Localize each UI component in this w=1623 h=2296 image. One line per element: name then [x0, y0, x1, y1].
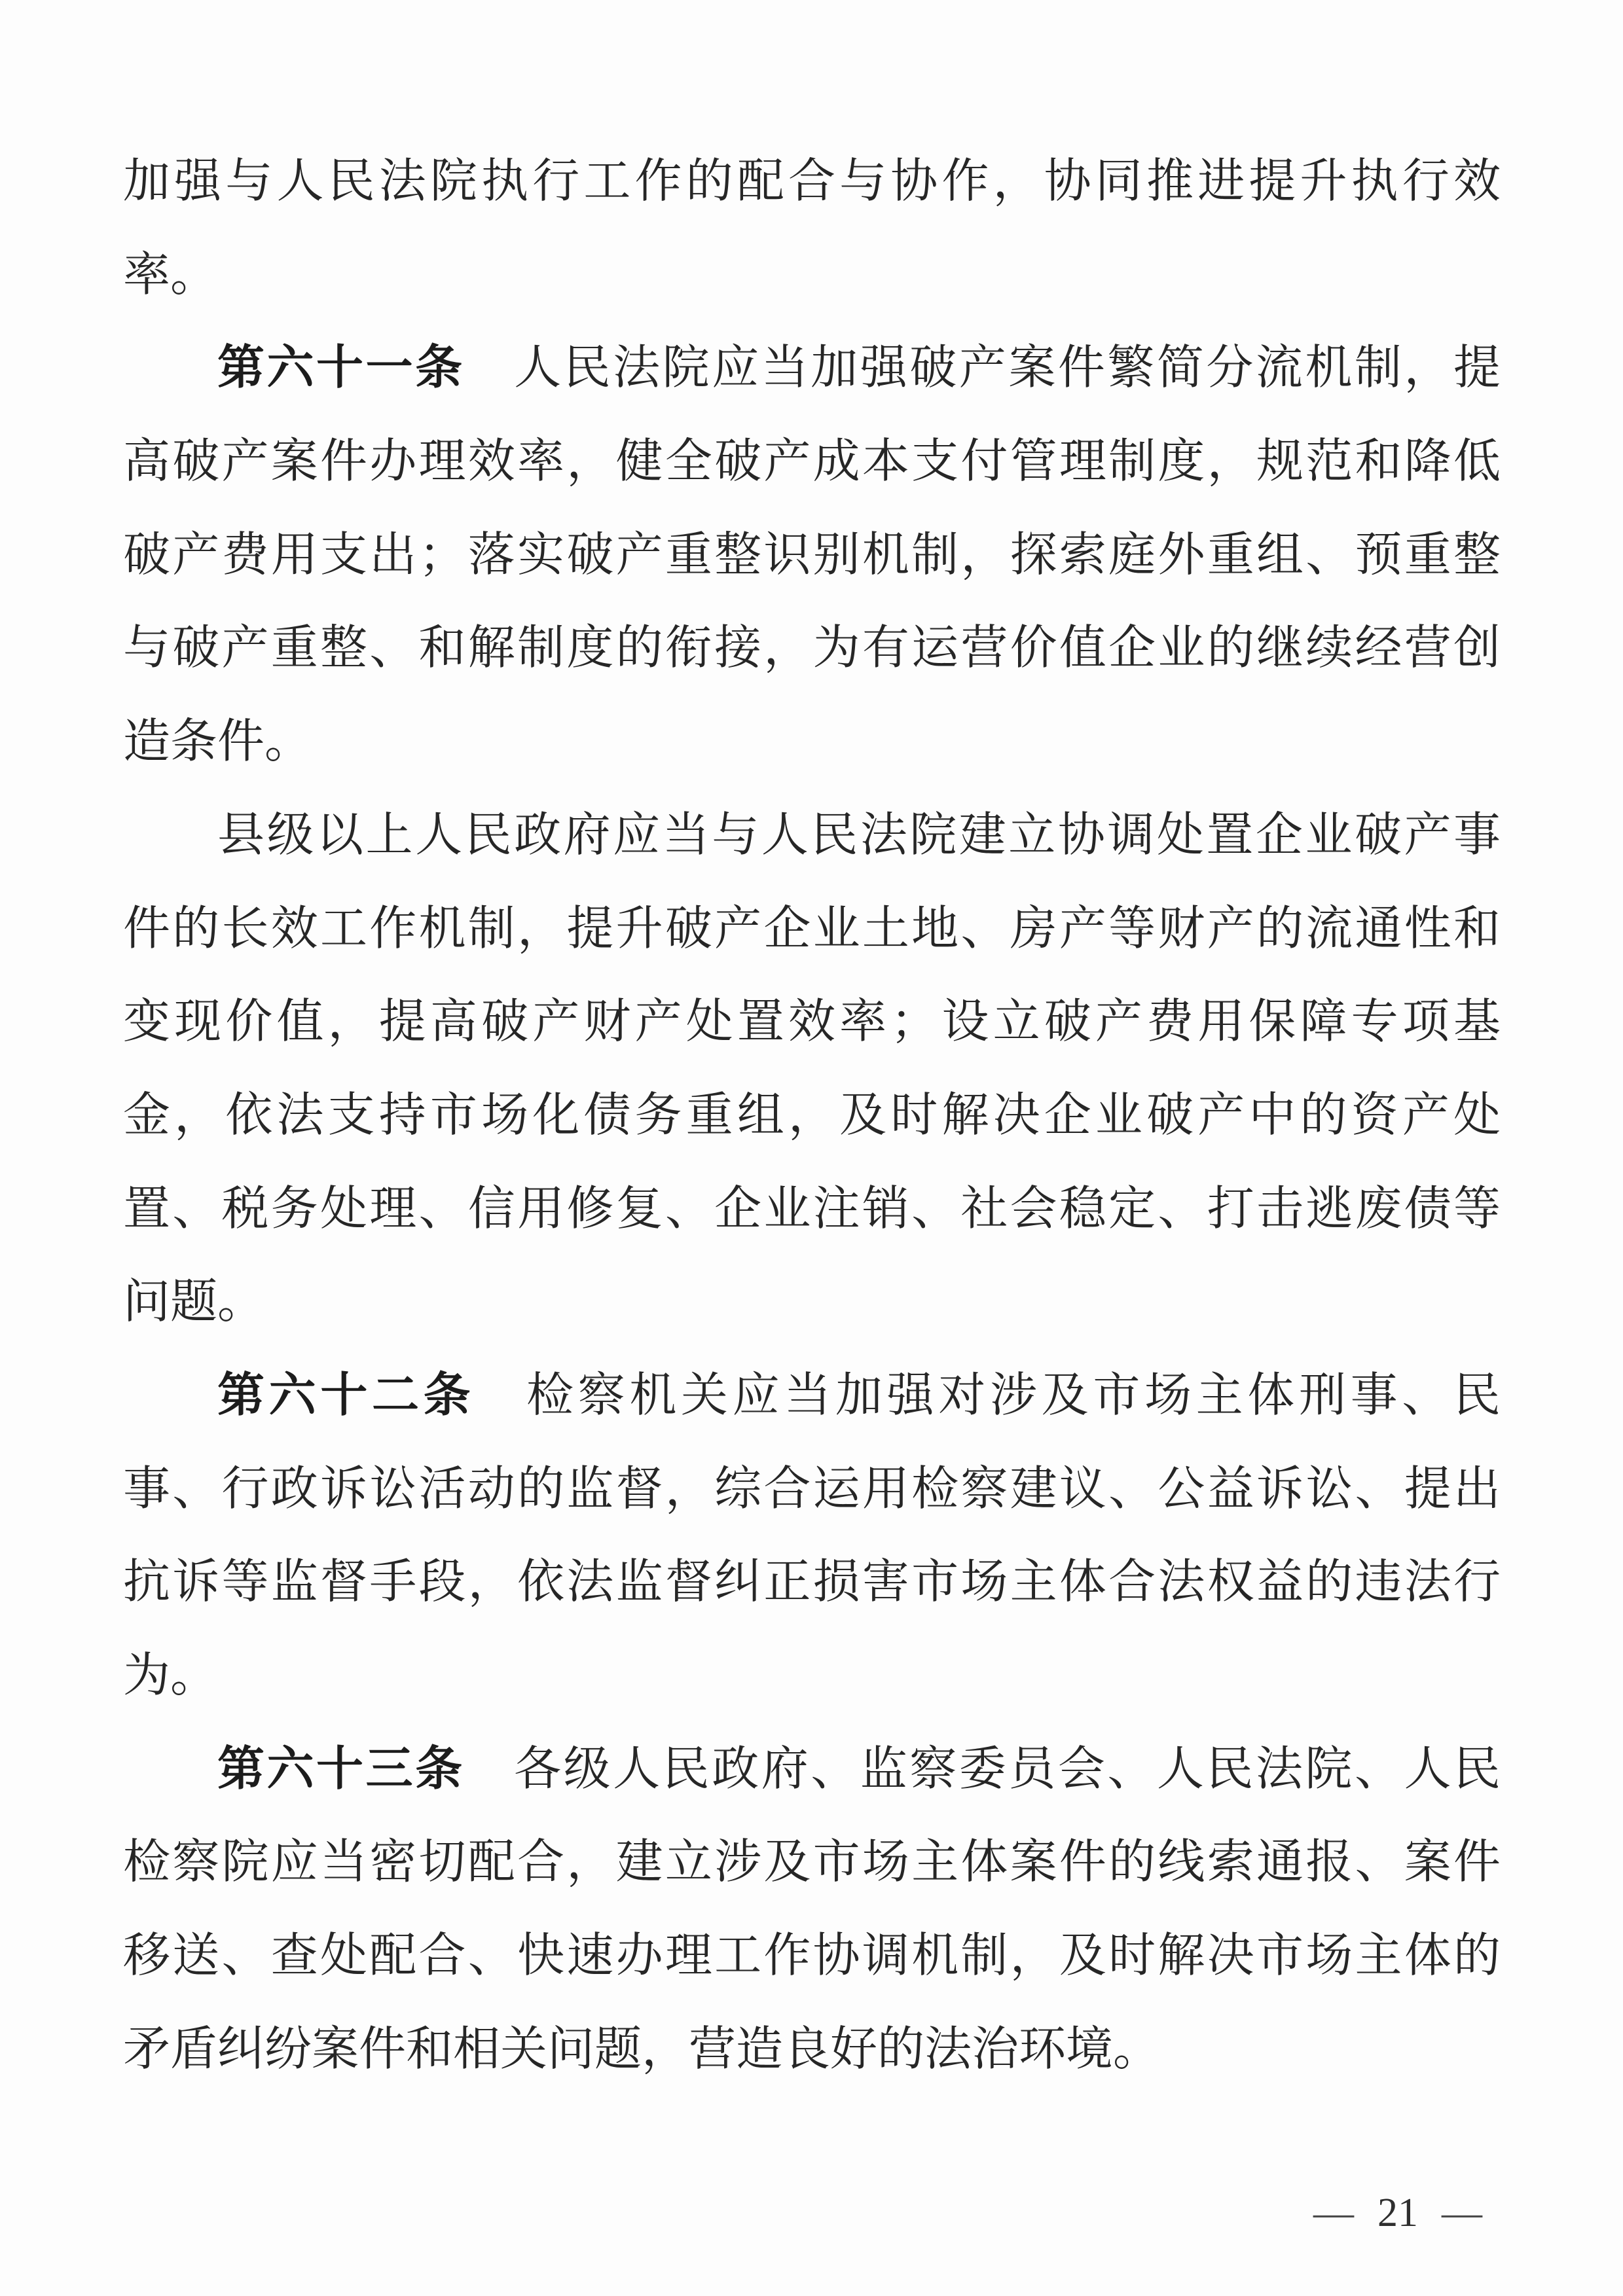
text-line	[123, 1443, 1501, 1536]
text-run: 破产费用支出；落实破产重整识别机制，探索庭外重组、预重整	[123, 528, 1501, 581]
text-run: 高破产案件办理效率，健全破产成本支付管理制度，规范和降低	[123, 435, 1501, 488]
text-line	[123, 2003, 1501, 2096]
text-line	[123, 1629, 1501, 1723]
text-line	[123, 1255, 1501, 1349]
text-run: 件的长效工作机制，提升破产企业土地、房产等财产的流通性和	[123, 902, 1501, 955]
article-number: 第六十一条	[217, 342, 465, 395]
text-run: 变现价值，提高破产财产处置效率；设立破产费用保障专项基	[123, 996, 1501, 1049]
document-body	[123, 135, 1501, 2096]
text-run: 造条件。	[123, 715, 312, 768]
text-line	[123, 789, 1501, 882]
text-line	[123, 415, 1501, 509]
text-line	[123, 975, 1501, 1069]
text-run: 抗诉等监督手段，依法监督纠正损害市场主体合法权益的违法行	[123, 1556, 1501, 1609]
text-line	[123, 1723, 1501, 1816]
text-line	[123, 1816, 1501, 1909]
article-number: 第六十二条	[217, 1369, 475, 1422]
text-run: 加强与人民法院执行工作的配合与协作，协同推进提升执行效	[123, 155, 1501, 207]
text-line	[123, 882, 1501, 976]
text-line	[123, 321, 1501, 415]
text-run: 人民法院应当加强破产案件繁简分流机制，提	[464, 342, 1501, 395]
text-line	[123, 1535, 1501, 1629]
text-run: 率。	[123, 248, 218, 301]
footer-right-dash: —	[1442, 2191, 1482, 2235]
text-run: 置、税务处理、信用修复、企业注销、社会稳定、打击逃废债等	[123, 1182, 1501, 1235]
text-run: 各级人民政府、监察委员会、人民法院、人民	[464, 1742, 1501, 1795]
text-line	[123, 509, 1501, 602]
text-run: 检察机关应当加强对涉及市场主体刑事、民	[475, 1369, 1501, 1422]
text-line	[123, 135, 1501, 228]
article-number: 第六十三条	[217, 1742, 465, 1795]
text-run: 矛盾纠纷案件和相关问题，营造良好的法治环境。	[123, 2022, 1161, 2075]
text-line	[123, 695, 1501, 789]
text-line	[123, 601, 1501, 695]
text-line	[123, 1349, 1501, 1443]
text-line	[123, 1909, 1501, 2003]
text-line	[123, 1162, 1501, 1256]
text-run: 检察院应当密切配合，建立涉及市场主体案件的线索通报、案件	[123, 1836, 1501, 1889]
text-run: 与破产重整、和解制度的衔接，为有运营价值企业的继续经营创	[123, 622, 1501, 675]
text-run: 县级以上人民政府应当与人民法院建立协调处置企业破产事	[217, 808, 1501, 861]
text-run: 问题。	[123, 1276, 265, 1329]
text-run: 移送、查处配合、快速办理工作协调机制，及时解决市场主体的	[123, 1929, 1501, 1982]
text-run: 事、行政诉讼活动的监督，综合运用检察建议、公益诉讼、提出	[123, 1462, 1501, 1515]
text-run: 为。	[123, 1649, 218, 1702]
text-line	[123, 1069, 1501, 1162]
footer-left-dash: —	[1313, 2191, 1354, 2235]
text-line	[123, 228, 1501, 322]
page-number: 21	[1377, 2191, 1418, 2235]
text-run: 金，依法支持市场化债务重组，及时解决企业破产中的资产处	[123, 1088, 1501, 1141]
page-footer	[1313, 2192, 1482, 2234]
